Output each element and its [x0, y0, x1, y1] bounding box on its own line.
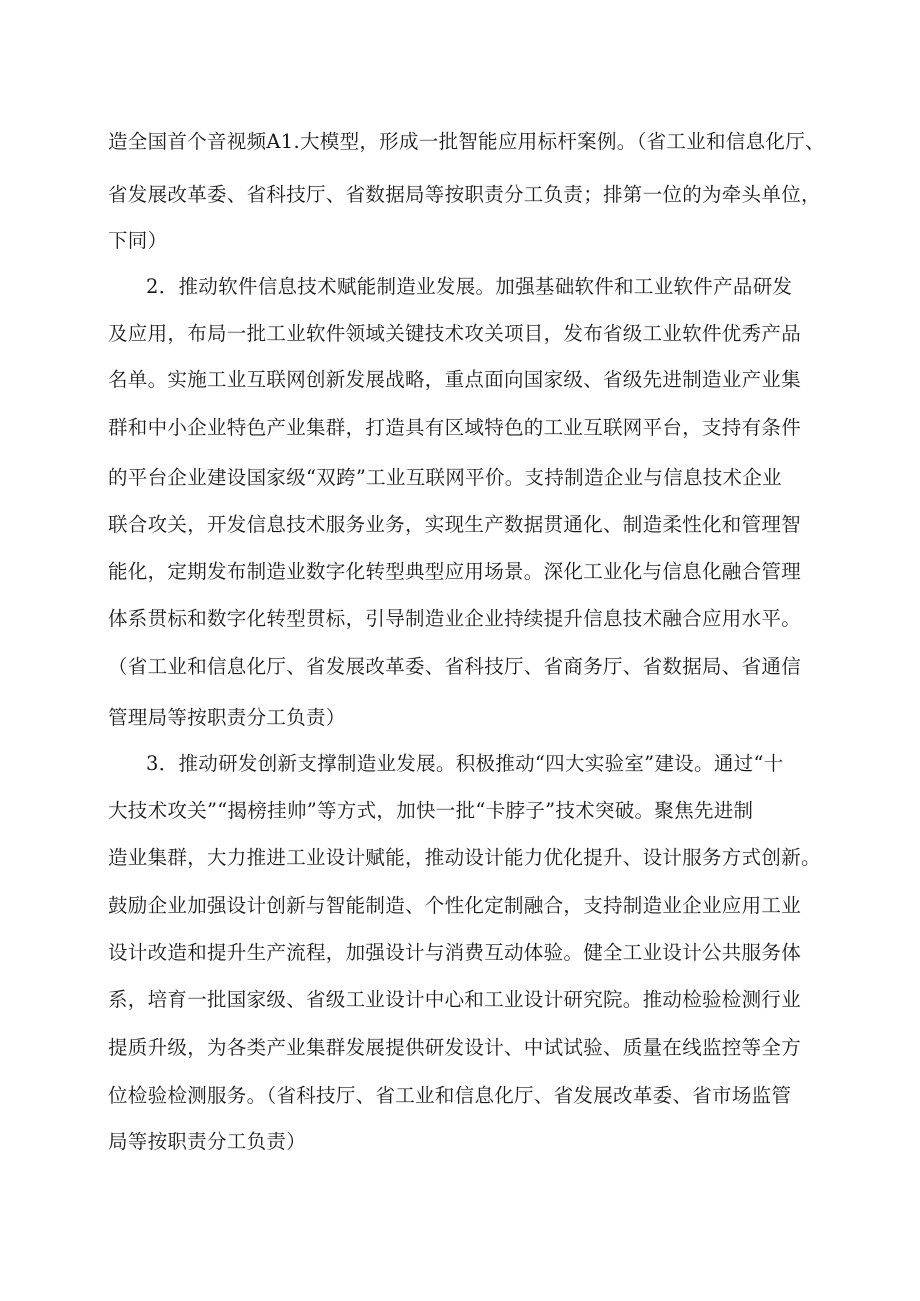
text-line: 位检验检测服务。（省科技厅、省工业和信息化厅、省发展改革委、省市场监管	[108, 1084, 792, 1107]
text-line: 群和中小企业特色产业集群，打造具有区域特色的工业互联网平台，支持有条件	[108, 416, 802, 439]
text-line: 局等按职责分工负责）	[108, 1130, 307, 1153]
paragraph-2-first-line: 2．推动软件信息技术赋能制造业发展。加强基础软件和工业软件产品研发	[146, 275, 793, 298]
paragraph-3-first-line: 3．推动研发创新支撑制造业发展。积极推动“四大实验室”建设。通过“十	[146, 752, 784, 775]
text-line: 鼓励企业加强设计创新与智能制造、个性化定制融合，支持制造业企业应用工业	[108, 894, 802, 917]
text-line: 设计改造和提升生产流程，加强设计与消费互动体验。健全工业设计公共服务体	[108, 941, 802, 964]
text-line: 造全国首个音视频A1.大模型，形成一批智能应用标杆案例。（省工业和信息化厅、	[108, 130, 825, 153]
text-line: 及应用，布局一批工业软件领域关键技术攻关项目，发布省级工业软件优秀产品	[108, 322, 802, 345]
text-line: 能化，定期发布制造业数字化转型典型应用场景。深化工业化与信息化融合管理	[108, 560, 802, 583]
text-line: （省工业和信息化厅、省发展改革委、省科技厅、省商务厅、省数据局、省通信	[108, 655, 802, 678]
text-line: 体系贯标和数字化转型贯标，引导制造业企业持续提升信息技术融合应用水平。	[108, 607, 802, 630]
text-line: 省发展改革委、省科技厅、省数据局等按职责分工负责；排第一位的为牵头单位，	[108, 183, 821, 206]
text-line: 联合攻关，开发信息技术服务业务，实现生产数据贯通化、制造柔性化和管理智	[108, 513, 802, 536]
text-line: 系，培育一批国家级、省级工业设计中心和工业设计研究院。推动检验检测行业	[108, 988, 802, 1011]
text-line: 提质升级，为各类产业集群发展提供研发设计、中试试验、质量在线监控等全方	[108, 1036, 802, 1059]
text-line: 名单。实施工业互联网创新发展战略，重点面向国家级、省级先进制造业产业集	[108, 368, 802, 391]
text-line: 管理局等按职责分工负责）	[108, 706, 346, 729]
text-line: 的平台企业建设国家级“双跨”工业互联网平价。支持制造企业与信息技术企业	[108, 466, 782, 489]
text-line: 大技术攻关”“揭榜挂帅”等方式，加快一批“卡脖子”技术突破。聚焦先进制	[108, 799, 754, 822]
text-line: 下同）	[108, 229, 168, 252]
text-line: 造业集群，大力推进工业设计赋能，推动设计能力优化提升、设计服务方式创新。	[108, 846, 821, 869]
